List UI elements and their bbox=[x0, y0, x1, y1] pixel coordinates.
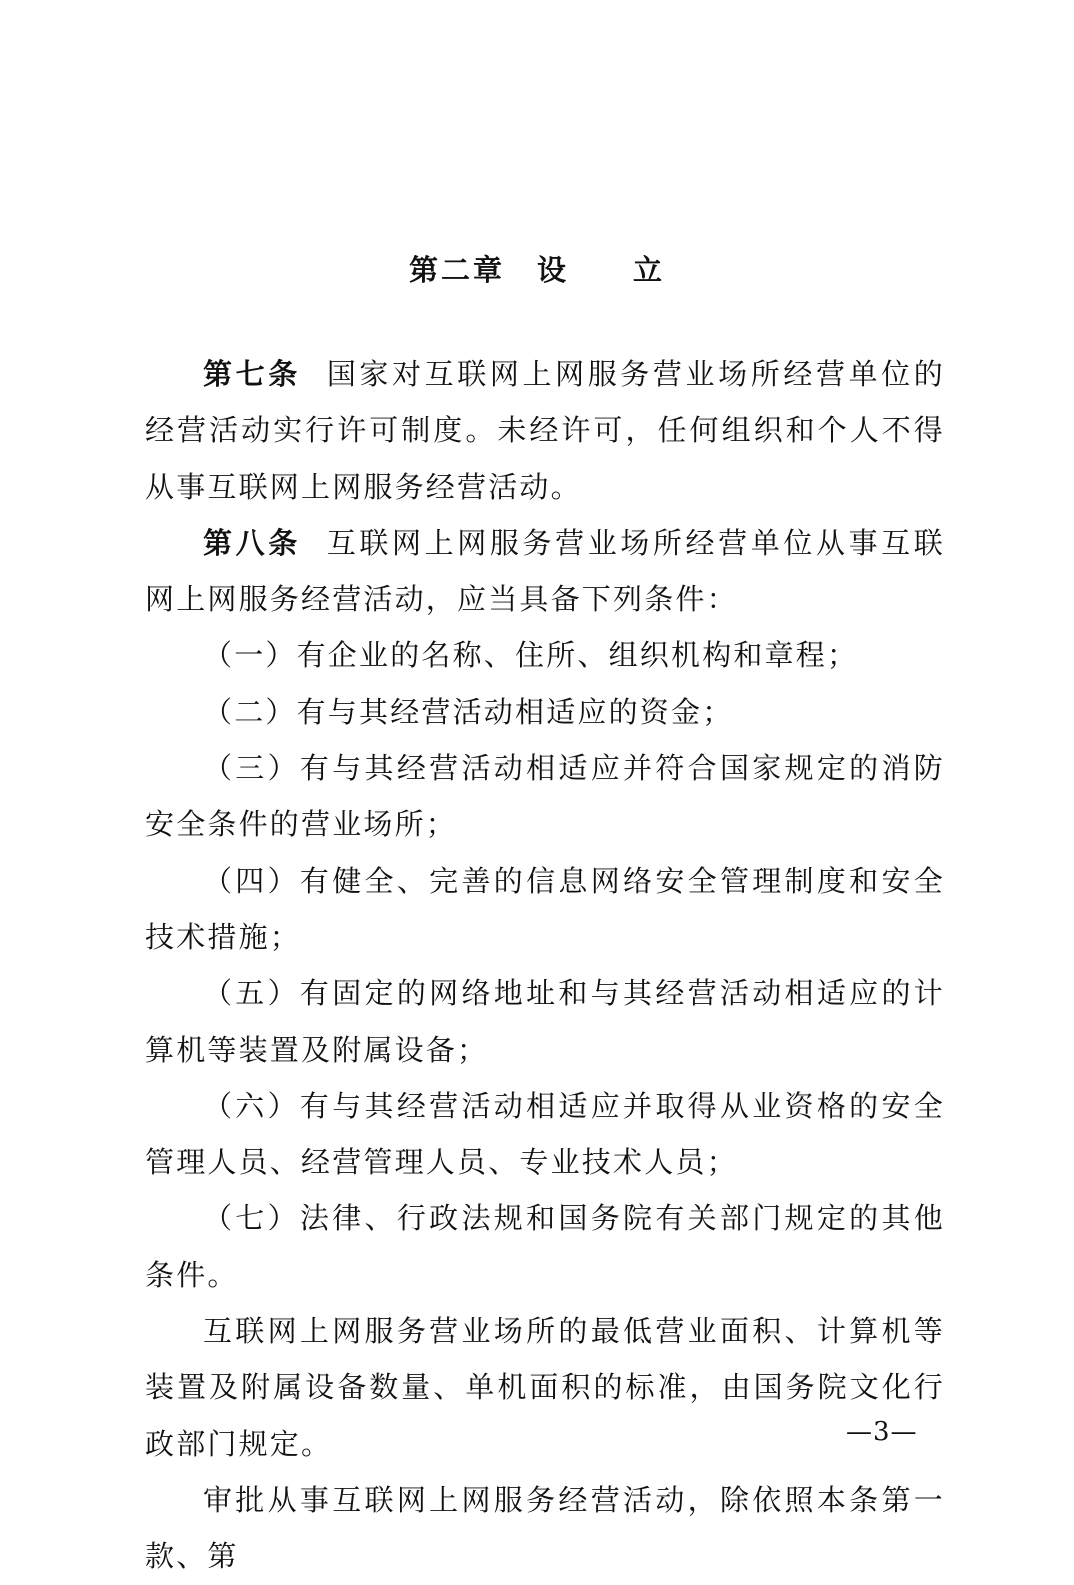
article-8-item-7: （七）法律、行政法规和国务院有关部门规定的其他条件。 bbox=[145, 1201, 945, 1292]
article-8-label: 第八条 bbox=[203, 525, 301, 560]
article-8-text: 互联网上网服务营业场所经营单位从事互联网上网服务经营活动，应当具备下列条件： bbox=[145, 525, 945, 617]
article-8-item-6: （六）有与其经营活动相适应并取得从业资格的安全管理人员、经营管理人员、专业技术人员； bbox=[145, 1088, 945, 1180]
article-8-paragraph bbox=[145, 515, 945, 628]
document-body bbox=[145, 346, 945, 1585]
article-8-item-1: （一）有企业的名称、住所、组织机构和章程； bbox=[203, 638, 859, 673]
article-8-item-4: （四）有健全、完善的信息网络安全管理制度和安全技术措施； bbox=[145, 863, 945, 954]
article-8-paragraph-2: 互联网上网服务营业场所的最低营业面积、计算机等装置及附属设备数量、单机面积的标准，由国务院文化行政部门规定。 bbox=[145, 1314, 945, 1461]
article-7-label: 第七条 bbox=[203, 357, 301, 391]
article-8-paragraph-3: 审批从事互联网上网服务经营活动，除依照本条第一款、第 bbox=[145, 1482, 945, 1574]
article-7-text: 国家对互联网上网服务营业场所经营单位的经营活动实行许可制度。未经许可，任何组织和个人不得从事互联网上网服务经营活动。 bbox=[145, 357, 945, 504]
article-8-item-3: （三）有与其经营活动相适应并符合国家规定的消防安全条件的营业场所； bbox=[145, 751, 945, 842]
page-number: —3— bbox=[846, 1417, 918, 1447]
article-8-item-5: （五）有固定的网络地址和与其经营活动相适应的计算机等装置及附属设备； bbox=[145, 976, 945, 1067]
article-7-paragraph bbox=[145, 346, 945, 515]
article-8-item-2: （二）有与其经营活动相适应的资金； bbox=[203, 694, 734, 729]
chapter-title: 第二章 设 立 bbox=[408, 253, 665, 287]
